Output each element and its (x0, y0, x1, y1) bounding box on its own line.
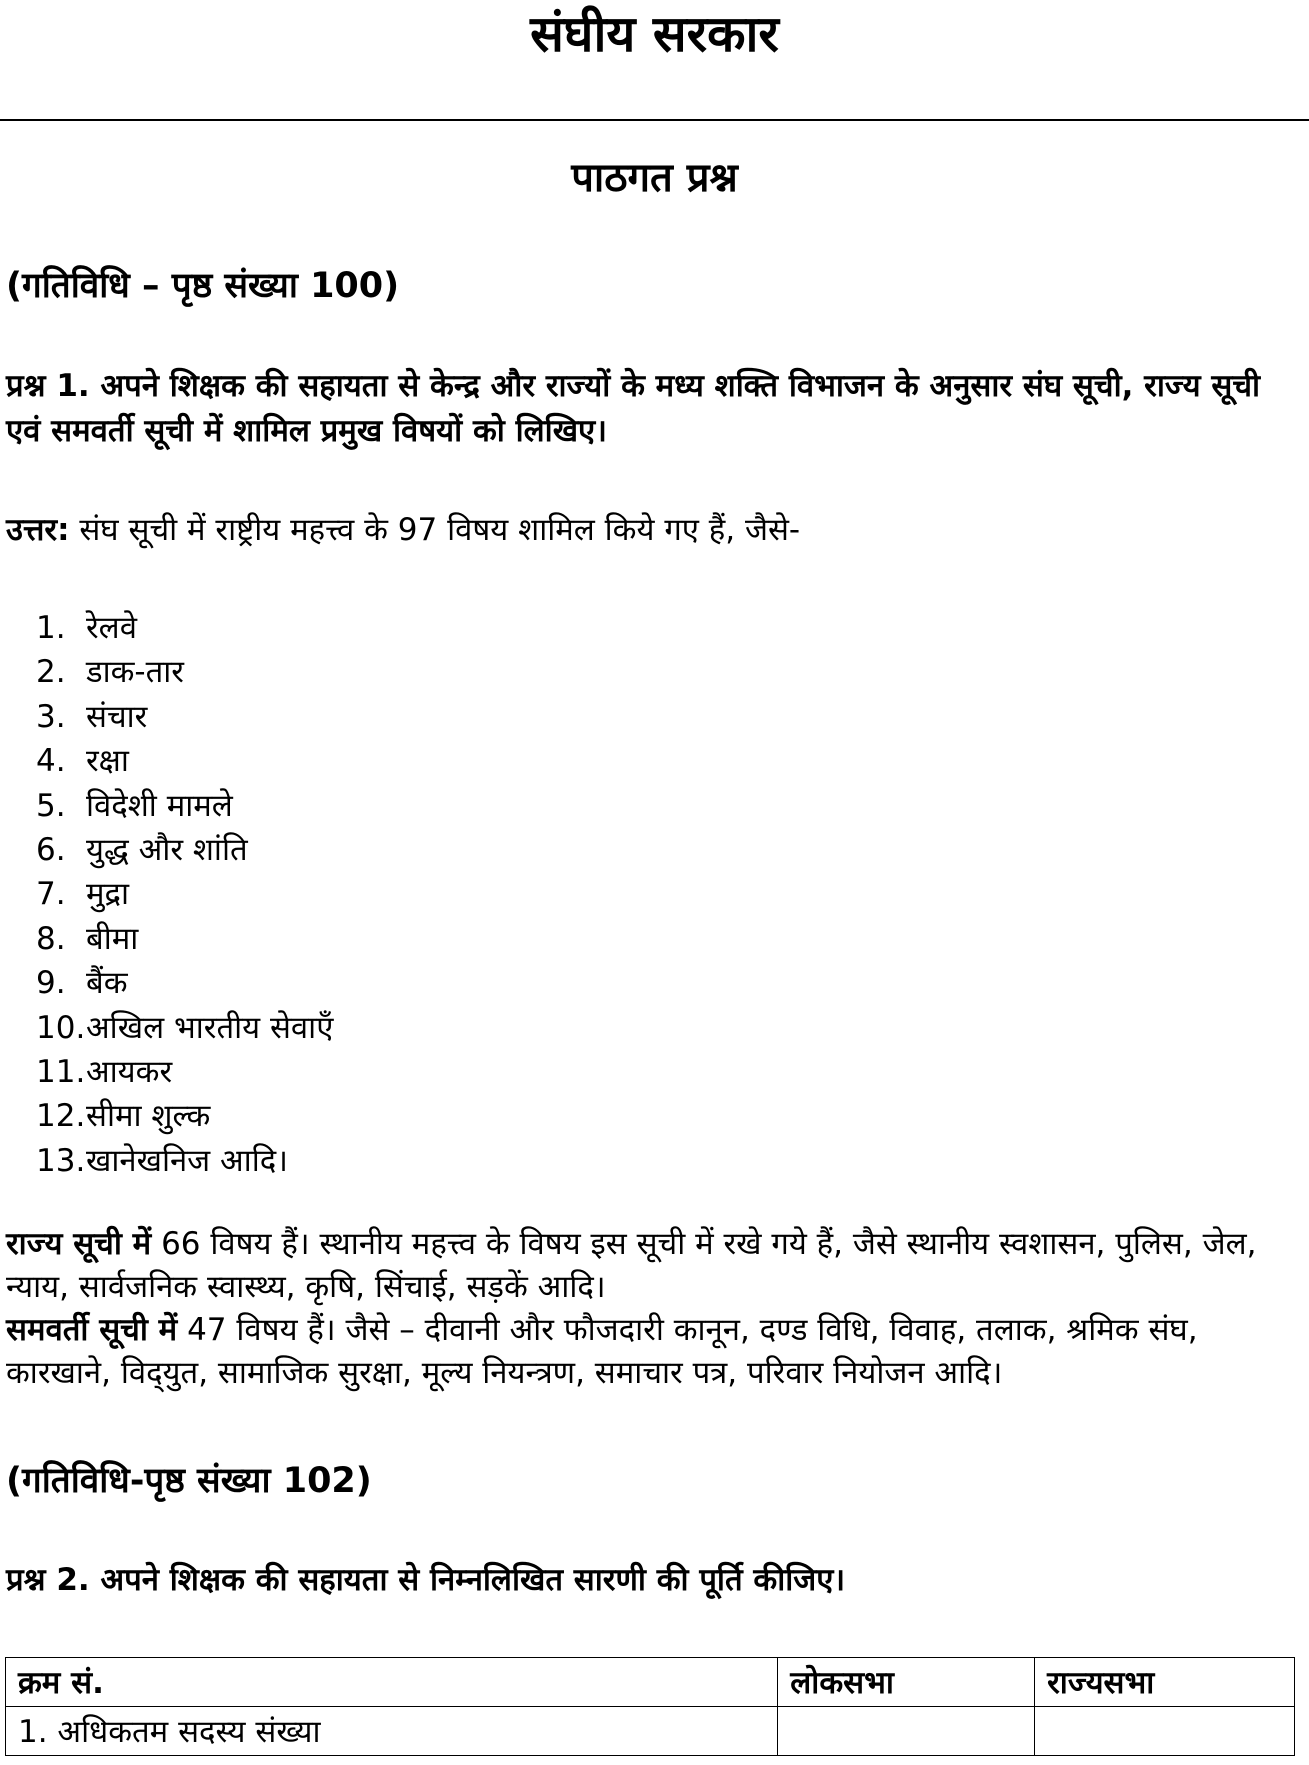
activity-heading-1: (गतिविधि – पृष्ठ संख्या 100) (6, 266, 400, 306)
question-1: प्रश्न 1. अपने शिक्षक की सहायता से केन्द्र और राज्यों के मध्य शक्ति विभाजन के अनुसार संघ सूची, राज्य सूची एवं समवर्ती सूची में शामिल प्रमुख विषयों को लिखिए। (6, 368, 1261, 449)
list-item (36, 1006, 333, 1050)
list-item-text: रेलवे (86, 610, 137, 646)
list-item-text: मुद्रा (86, 876, 130, 913)
concurrent-list-text: 47 विषय हैं। जैसे – दीवानी और फौजदारी कानून, दण्ड विधि, विवाह, तलाक, श्रमिक संघ, कारखाने, विद्‌युत, सामाजिक सुरक्षा, मूल्य नियन्त्रण, समाचार पत्र, परिवार नियोजन आदि। (6, 1312, 1198, 1391)
list-item-number: 12. (36, 1098, 86, 1135)
list-item-number: 11. (36, 1054, 86, 1091)
list-item-number: 5. (36, 787, 66, 824)
list-item (36, 1139, 333, 1183)
list-item (36, 695, 333, 739)
table-cell: 1. अधिकतम सदस्य संख्या (6, 1707, 778, 1756)
column-header: क्रम सं. (6, 1658, 778, 1707)
list-item-text: डाक-तार (86, 654, 184, 691)
list-item (36, 961, 333, 1005)
state-list-text: 66 विषय हैं। स्थानीय महत्त्व के विषय इस सूची में रखे गये हैं, जैसे स्थानीय स्वशासन, पुलिस, जेल, न्याय, सार्वजनिक स्वास्थ्य, कृषि, सिंचाई, सड़कें आदि। (6, 1226, 1257, 1305)
list-item-text: विदेशी मामले (86, 787, 233, 824)
list-item-text: आयकर (86, 1054, 173, 1091)
list-item (36, 1094, 333, 1138)
list-item-text: बीमा (86, 920, 139, 957)
list-item (36, 650, 333, 694)
activity-heading-2: (गतिविधि-पृष्ठ संख्या 102) (6, 1461, 372, 1501)
question-2: प्रश्न 2. अपने शिक्षक की सहायता से निम्नलिखित सारणी की पूर्ति कीजिए। (6, 1562, 846, 1598)
list-item (36, 872, 333, 916)
list-item (36, 1050, 333, 1094)
list-item-text: बैंक (86, 965, 128, 1002)
answer-1 (6, 508, 1296, 552)
list-item-number: 13. (36, 1142, 86, 1179)
table-row (6, 1707, 1295, 1756)
list-item-text: सीमा शुल्क (86, 1098, 211, 1135)
list-item-number: 3. (36, 698, 66, 735)
concurrent-list-label: समवर्ती सूची में (6, 1312, 178, 1348)
list-item-text: खानेखनिज आदि। (86, 1142, 288, 1179)
table-header-row (6, 1658, 1295, 1707)
list-item-number: 1. (36, 610, 66, 646)
list-item-number: 4. (36, 743, 66, 780)
concurrent-list-paragraph (6, 1309, 1291, 1395)
list-item-number: 7. (36, 876, 66, 913)
list-item (36, 739, 333, 783)
list-item (36, 828, 333, 872)
page-title: संघीय सरकार (530, 5, 779, 63)
list-item-text: संचार (86, 698, 148, 735)
list-item-text: युद्ध और शांति (86, 832, 248, 869)
section-heading: पाठगत प्रश्न (571, 155, 738, 201)
answer-label: उत्तर: (6, 512, 70, 548)
union-list (36, 606, 333, 1183)
list-item-number: 6. (36, 832, 66, 869)
table-cell (778, 1707, 1035, 1756)
table-cell (1035, 1707, 1295, 1756)
list-item (36, 917, 333, 961)
column-header: लोकसभा (778, 1658, 1035, 1707)
list-item-text: रक्षा (86, 743, 129, 780)
title-divider (0, 119, 1309, 121)
list-item-number: 8. (36, 920, 66, 957)
list-item (36, 606, 333, 650)
answer-text: संघ सूची में राष्ट्रीय महत्त्व के 97 विषय शामिल किये गए हैं, जैसे- (69, 512, 801, 548)
list-item-text: अखिल भारतीय सेवाएँ (86, 1009, 334, 1046)
list-item-number: 9. (36, 965, 66, 1002)
list-item-number: 2. (36, 654, 66, 691)
list-item (36, 784, 333, 828)
column-header: राज्यसभा (1035, 1658, 1295, 1707)
list-item-number: 10. (36, 1009, 86, 1046)
state-list-label: राज्य सूची में (6, 1226, 152, 1262)
state-list-paragraph (6, 1223, 1291, 1309)
comparison-table (5, 1657, 1295, 1756)
